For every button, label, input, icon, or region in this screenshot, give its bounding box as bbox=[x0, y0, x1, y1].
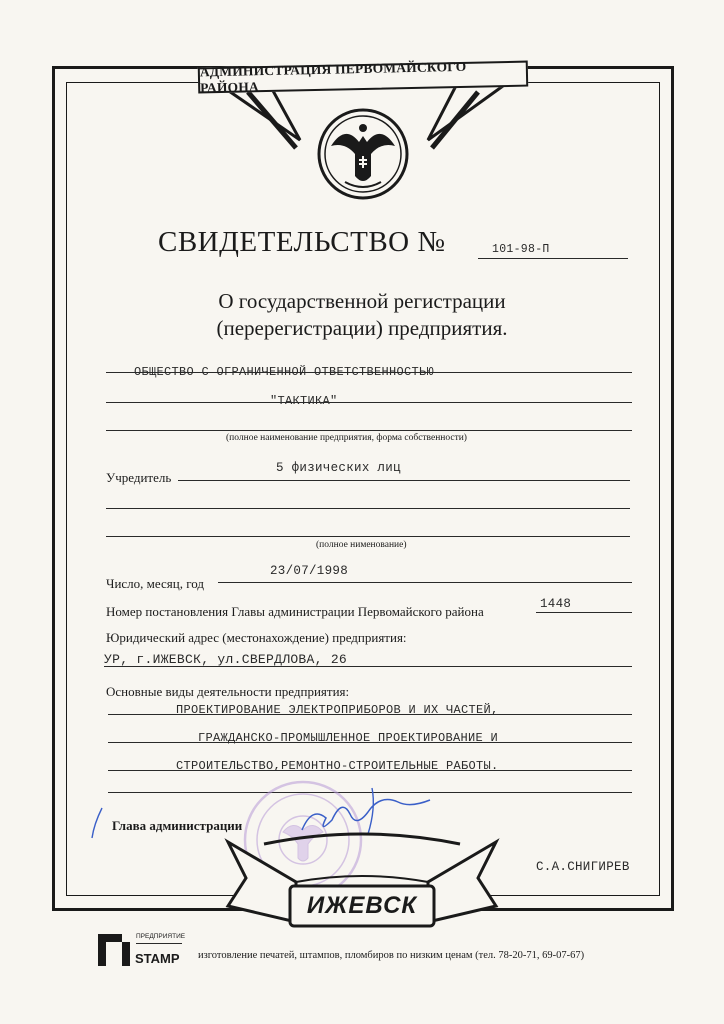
stamp-brand-small: ПРЕДПРИЯТИЕ bbox=[136, 933, 186, 940]
certificate-number-underline bbox=[478, 258, 628, 259]
activities-underline-2 bbox=[108, 742, 632, 743]
signature-label: Глава администрации bbox=[112, 818, 243, 833]
footer-text: изготовление печатей, штампов, пломбиров по низким ценам (тел. 78-20-71, 69-07-67) bbox=[198, 950, 585, 961]
activities-label: Основные виды деятельности предприятия: bbox=[106, 684, 350, 699]
certificate-title-text: СВИДЕТЕЛЬСТВО № bbox=[158, 226, 446, 258]
stamp-brand-divider bbox=[136, 943, 182, 944]
subtitle-line1: О государственной регистрации bbox=[218, 289, 506, 313]
activities-line2: ГРАЖДАНСКО-ПРОМЫШЛЕННОЕ ПРОЕКТИРОВАНИЕ И bbox=[198, 731, 499, 745]
resolution-label: Номер постановления Главы администрации Первомайского района bbox=[106, 604, 484, 619]
resolution-value: 1448 bbox=[540, 597, 572, 611]
founder-line-3 bbox=[106, 536, 630, 537]
activities-line3: СТРОИТЕЛЬСТВО,РЕМОНТНО-СТРОИТЕЛЬНЫЕ РАБОТЫ. bbox=[176, 759, 499, 773]
administration-title: АДМИНИСТРАЦИЯ ПЕРВОМАЙСКОГО РАЙОНА bbox=[199, 58, 467, 96]
founder-line-2 bbox=[106, 508, 630, 509]
bottom-ribbon bbox=[0, 830, 724, 940]
coat-of-arms-icon bbox=[315, 106, 411, 202]
company-line-2 bbox=[106, 402, 632, 403]
administration-banner bbox=[198, 58, 528, 96]
founder-caption: (полное нименование) bbox=[316, 540, 407, 550]
address-label: Юридический адрес (местонахождение) предприятия: bbox=[106, 630, 407, 645]
address-value: УР, г.ИЖЕВСК, ул.СВЕРДЛОВА, 26 bbox=[104, 652, 348, 667]
company-name-line1: ОБЩЕСТВО С ОГРАНИЧЕННОЙ ОТВЕТСТВЕННОСТЬЮ bbox=[134, 365, 435, 379]
stamp-brand: STAMP bbox=[135, 951, 180, 966]
company-name-line2: "ТАКТИКА" bbox=[270, 394, 338, 408]
address-line bbox=[104, 666, 632, 667]
certificate-number: 101-98-П bbox=[492, 243, 550, 256]
founder-line-1 bbox=[178, 480, 630, 481]
company-line-1 bbox=[106, 372, 632, 373]
certificate-title bbox=[158, 226, 446, 259]
founder-label: Учредитель bbox=[106, 470, 172, 485]
activities-underline-1 bbox=[108, 714, 632, 715]
subtitle-line2: (перерегистрации) предприятия. bbox=[216, 316, 508, 340]
city-banner-label: ИЖЕВСК bbox=[306, 892, 418, 919]
date-value: 23/07/1998 bbox=[270, 564, 349, 578]
activities-line1: ПРОЕКТИРОВАНИЕ ЭЛЕКТРОПРИБОРОВ И ИХ ЧАСТЕЙ, bbox=[176, 703, 499, 717]
date-label: Число, месяц, год bbox=[106, 576, 204, 591]
founder-value: 5 физических лиц bbox=[276, 461, 401, 475]
resolution-line bbox=[536, 612, 632, 613]
date-line bbox=[218, 582, 632, 583]
signatory-name: С.А.СНИГИРЕВ bbox=[536, 860, 630, 874]
company-caption: (полное наименование предприятия, форма собственности) bbox=[226, 433, 467, 443]
company-line-3 bbox=[106, 430, 632, 431]
stamp-logo-icon bbox=[96, 932, 132, 968]
